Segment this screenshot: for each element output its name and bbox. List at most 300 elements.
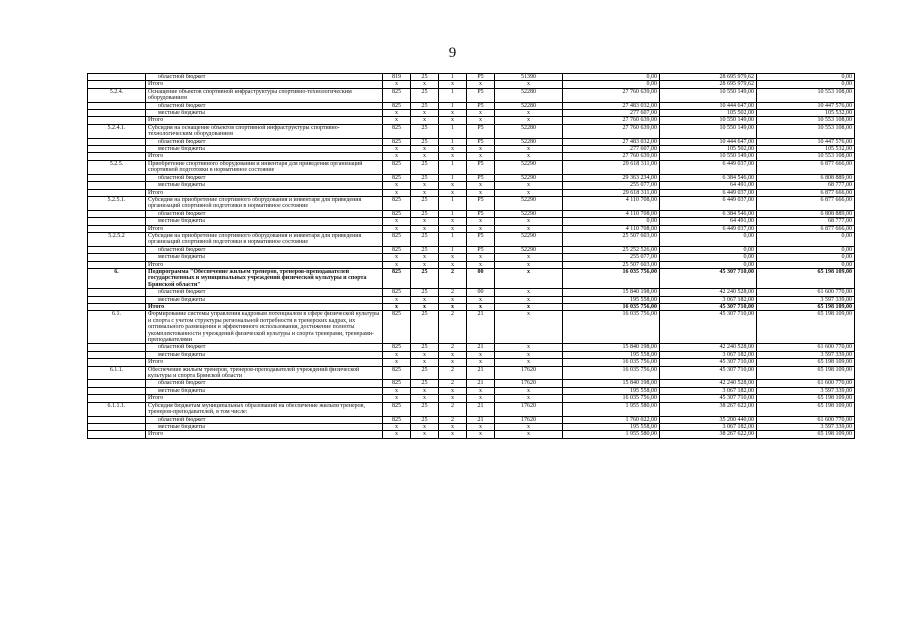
cell-year-2: 6 449 037,00 xyxy=(660,225,757,232)
cell-year-3: 10 447 576,00 xyxy=(757,102,855,109)
cell-number: 5.2.5. xyxy=(88,160,146,174)
cell-name: Итого xyxy=(146,395,383,402)
cell-name: областной бюджет xyxy=(146,416,383,423)
cell-year-2: 10 550 149,00 xyxy=(660,117,757,124)
cell-name: областной бюджет xyxy=(146,210,383,217)
cell-year-3: 6 877 666,00 xyxy=(757,225,855,232)
cell-code-subprogram: x xyxy=(439,81,467,88)
cell-code-event: x xyxy=(467,387,495,394)
cell-code-direction: x xyxy=(495,225,563,232)
cell-year-3: 61 600 770,00 xyxy=(757,344,855,351)
cell-year-2: 0,00 xyxy=(660,232,757,246)
cell-code-subprogram: x xyxy=(439,387,467,394)
cell-code-event: P5 xyxy=(467,102,495,109)
cell-code-event: P5 xyxy=(467,210,495,217)
table-row xyxy=(88,218,855,225)
table-row xyxy=(88,210,855,217)
table-row xyxy=(88,124,855,138)
cell-number xyxy=(88,74,146,81)
cell-name: областной бюджет xyxy=(146,380,383,387)
cell-year-1: 0,00 xyxy=(563,218,660,225)
cell-year-3: 3 597 339,00 xyxy=(757,351,855,358)
cell-code-program: 25 xyxy=(411,138,439,145)
cell-name: Обеспечение жильем тренеров, тренеров-преподавателей учреждений физической культуры и спорта Брянской области xyxy=(146,366,383,380)
cell-number xyxy=(88,423,146,430)
cell-code-direction: x xyxy=(495,359,563,366)
cell-year-3: 6 808 889,00 xyxy=(757,174,855,181)
cell-code-admin: x xyxy=(383,387,411,394)
cell-code-event: x xyxy=(467,146,495,153)
cell-year-3: 61 600 770,00 xyxy=(757,416,855,423)
cell-year-3: 61 600 770,00 xyxy=(757,380,855,387)
cell-code-admin: x xyxy=(383,189,411,196)
cell-year-3: 6 877 666,00 xyxy=(757,160,855,174)
cell-code-subprogram: x xyxy=(439,431,467,438)
cell-number xyxy=(88,102,146,109)
cell-code-admin: x xyxy=(383,153,411,160)
table-row xyxy=(88,380,855,387)
cell-code-program: 25 xyxy=(411,174,439,181)
table-row xyxy=(88,225,855,232)
cell-code-subprogram: x xyxy=(439,359,467,366)
cell-code-direction: 51390 xyxy=(495,74,563,81)
cell-year-1: 195 558,00 xyxy=(563,296,660,303)
cell-code-direction: x xyxy=(495,304,563,311)
cell-code-program: 25 xyxy=(411,402,439,416)
cell-code-event: x xyxy=(467,110,495,117)
cell-code-direction: 52290 xyxy=(495,232,563,246)
cell-year-1: 1 955 580,00 xyxy=(563,431,660,438)
cell-name: областной бюджет xyxy=(146,344,383,351)
cell-code-subprogram: x xyxy=(439,296,467,303)
cell-code-subprogram: x xyxy=(439,146,467,153)
cell-code-event: 21 xyxy=(467,402,495,416)
cell-year-1: 16 035 756,00 xyxy=(563,311,660,344)
cell-year-3: 68 777,00 xyxy=(757,182,855,189)
cell-code-admin: x xyxy=(383,146,411,153)
cell-code-direction: x xyxy=(495,423,563,430)
cell-number xyxy=(88,380,146,387)
cell-number xyxy=(88,296,146,303)
cell-code-admin: 825 xyxy=(383,311,411,344)
cell-name: областной бюджет xyxy=(146,289,383,296)
cell-name: Итого xyxy=(146,431,383,438)
cell-year-3: 65 198 109,00 xyxy=(757,268,855,288)
cell-code-subprogram: 1 xyxy=(439,124,467,138)
cell-year-2: 105 502,00 xyxy=(660,110,757,117)
cell-year-2: 6 384 546,00 xyxy=(660,174,757,181)
cell-code-event: x xyxy=(467,153,495,160)
cell-year-1: 25 252 526,00 xyxy=(563,246,660,253)
cell-code-subprogram: 1 xyxy=(439,232,467,246)
cell-year-3: 0,00 xyxy=(757,232,855,246)
cell-year-3: 10 553 108,00 xyxy=(757,124,855,138)
cell-code-program: 25 xyxy=(411,268,439,288)
cell-year-2: 0,00 xyxy=(660,246,757,253)
table-row xyxy=(88,304,855,311)
cell-number xyxy=(88,117,146,124)
cell-code-event: P5 xyxy=(467,232,495,246)
table-row xyxy=(88,351,855,358)
cell-code-program: 25 xyxy=(411,311,439,344)
cell-code-program: 25 xyxy=(411,344,439,351)
table-row xyxy=(88,296,855,303)
cell-year-1: 4 110 708,00 xyxy=(563,196,660,210)
cell-code-direction: 52290 xyxy=(495,160,563,174)
table-row xyxy=(88,366,855,380)
cell-code-admin: x xyxy=(383,395,411,402)
cell-year-1: 4 110 708,00 xyxy=(563,225,660,232)
cell-code-admin: x xyxy=(383,117,411,124)
table-row xyxy=(88,261,855,268)
cell-year-1: 15 840 198,00 xyxy=(563,289,660,296)
cell-code-subprogram: x xyxy=(439,254,467,261)
cell-code-event: x xyxy=(467,189,495,196)
cell-code-program: x xyxy=(411,225,439,232)
cell-year-3: 65 198 109,00 xyxy=(757,395,855,402)
cell-year-1: 195 558,00 xyxy=(563,351,660,358)
cell-year-2: 10 550 149,00 xyxy=(660,88,757,102)
table-row xyxy=(88,395,855,402)
cell-number xyxy=(88,225,146,232)
table-row xyxy=(88,246,855,253)
cell-code-direction: 52290 xyxy=(495,174,563,181)
cell-code-program: x xyxy=(411,296,439,303)
cell-year-1: 16 035 756,00 xyxy=(563,395,660,402)
cell-code-event: 00 xyxy=(467,289,495,296)
cell-year-2: 45 307 710,00 xyxy=(660,359,757,366)
cell-code-direction: x xyxy=(495,431,563,438)
cell-year-3: 0,00 xyxy=(757,261,855,268)
table-row xyxy=(88,153,855,160)
cell-year-2: 42 240 528,00 xyxy=(660,380,757,387)
cell-code-direction: x xyxy=(495,261,563,268)
cell-year-3: 0,00 xyxy=(757,74,855,81)
cell-code-event: x xyxy=(467,225,495,232)
cell-year-1: 16 035 756,00 xyxy=(563,304,660,311)
cell-code-program: x xyxy=(411,387,439,394)
cell-code-event: P5 xyxy=(467,74,495,81)
cell-name: Итого xyxy=(146,189,383,196)
cell-year-1: 4 110 708,00 xyxy=(563,210,660,217)
cell-name: Субсидия на приобретение спортивного оборудования и инвентаря для приведения организаций спортивной подготовки в нормативное состояние xyxy=(146,196,383,210)
table-row xyxy=(88,232,855,246)
cell-code-admin: x xyxy=(383,304,411,311)
cell-name: Субсидия на приобретение спортивного оборудования и инвентаря для приведения организаций спортивной подготовки в нормативное состояние xyxy=(146,232,383,246)
cell-year-1: 25 507 603,00 xyxy=(563,232,660,246)
table-row xyxy=(88,423,855,430)
cell-code-program: x xyxy=(411,431,439,438)
cell-code-program: 25 xyxy=(411,74,439,81)
cell-code-direction: x xyxy=(495,387,563,394)
cell-year-1: 29 363 234,00 xyxy=(563,174,660,181)
cell-code-direction: x xyxy=(495,254,563,261)
cell-code-event: 21 xyxy=(467,311,495,344)
cell-code-program: 25 xyxy=(411,160,439,174)
cell-code-direction: x xyxy=(495,81,563,88)
cell-code-direction: 52290 xyxy=(495,210,563,217)
cell-code-direction: x xyxy=(495,153,563,160)
table-row xyxy=(88,196,855,210)
cell-year-2: 64 491,00 xyxy=(660,218,757,225)
table-row xyxy=(88,117,855,124)
cell-name: Субсидия на оснащение объектов спортивной инфраструктуры спортивно-технологическим оборудованием xyxy=(146,124,383,138)
cell-number: 6.1. xyxy=(88,311,146,344)
cell-year-2: 42 240 528,00 xyxy=(660,344,757,351)
cell-code-event: x xyxy=(467,431,495,438)
cell-number xyxy=(88,304,146,311)
table-row xyxy=(88,402,855,416)
cell-year-2: 3 067 182,00 xyxy=(660,423,757,430)
cell-code-program: x xyxy=(411,261,439,268)
table-row xyxy=(88,138,855,145)
table-row xyxy=(88,110,855,117)
cell-code-admin: 825 xyxy=(383,246,411,253)
cell-year-2: 45 307 710,00 xyxy=(660,304,757,311)
cell-code-subprogram: 1 xyxy=(439,196,467,210)
budget-table xyxy=(87,73,855,439)
cell-year-3: 10 447 576,00 xyxy=(757,138,855,145)
cell-code-admin: x xyxy=(383,81,411,88)
table-row xyxy=(88,387,855,394)
cell-code-event: 21 xyxy=(467,416,495,423)
cell-code-program: 25 xyxy=(411,88,439,102)
cell-code-direction: 17620 xyxy=(495,402,563,416)
cell-year-2: 10 444 647,00 xyxy=(660,102,757,109)
cell-name: Итого xyxy=(146,225,383,232)
cell-code-admin: 825 xyxy=(383,210,411,217)
table-row xyxy=(88,289,855,296)
cell-code-direction: x xyxy=(495,117,563,124)
cell-year-1: 27 760 639,00 xyxy=(563,124,660,138)
cell-year-2: 105 502,00 xyxy=(660,146,757,153)
cell-number xyxy=(88,289,146,296)
cell-code-program: x xyxy=(411,304,439,311)
table-row xyxy=(88,74,855,81)
cell-year-3: 65 198 109,00 xyxy=(757,366,855,380)
cell-year-2: 38 267 622,00 xyxy=(660,431,757,438)
cell-name: местные бюджеты xyxy=(146,110,383,117)
cell-year-3: 0,00 xyxy=(757,254,855,261)
cell-year-3: 10 553 108,00 xyxy=(757,153,855,160)
cell-code-admin: 819 xyxy=(383,74,411,81)
cell-year-1: 16 035 756,00 xyxy=(563,366,660,380)
cell-code-admin: x xyxy=(383,261,411,268)
cell-year-3: 65 198 109,00 xyxy=(757,311,855,344)
table-row xyxy=(88,160,855,174)
cell-year-3: 65 198 109,00 xyxy=(757,304,855,311)
cell-name: местные бюджеты xyxy=(146,254,383,261)
cell-year-1: 255 077,00 xyxy=(563,254,660,261)
cell-code-subprogram: x xyxy=(439,182,467,189)
cell-name: Итого xyxy=(146,261,383,268)
cell-number: 5.2.5.2 xyxy=(88,232,146,246)
cell-code-direction: x xyxy=(495,182,563,189)
cell-code-program: 25 xyxy=(411,380,439,387)
cell-name: Оснащение объектов спортивной инфраструктуры спортивно-технологическим оборудованием xyxy=(146,88,383,102)
cell-code-subprogram: 1 xyxy=(439,138,467,145)
table-row xyxy=(88,431,855,438)
cell-code-program: 25 xyxy=(411,416,439,423)
cell-number xyxy=(88,210,146,217)
cell-code-admin: 825 xyxy=(383,416,411,423)
cell-code-program: 25 xyxy=(411,210,439,217)
cell-code-subprogram: x xyxy=(439,225,467,232)
cell-year-1: 16 035 756,00 xyxy=(563,359,660,366)
cell-code-admin: 825 xyxy=(383,344,411,351)
cell-year-3: 6 808 889,00 xyxy=(757,210,855,217)
cell-code-direction: 52280 xyxy=(495,124,563,138)
cell-name: Приобретение спортивного оборудования и инвентаря для приведения организаций спортивной подготовки в нормативное состояние xyxy=(146,160,383,174)
cell-code-direction: 52290 xyxy=(495,196,563,210)
cell-code-direction: x xyxy=(495,268,563,288)
cell-code-admin: 825 xyxy=(383,102,411,109)
cell-year-2: 10 444 647,00 xyxy=(660,138,757,145)
cell-year-2: 0,00 xyxy=(660,254,757,261)
cell-number xyxy=(88,261,146,268)
cell-year-2: 6 449 037,00 xyxy=(660,160,757,174)
cell-code-subprogram: 1 xyxy=(439,88,467,102)
cell-code-program: x xyxy=(411,423,439,430)
cell-number xyxy=(88,110,146,117)
cell-code-admin: 825 xyxy=(383,232,411,246)
cell-number xyxy=(88,182,146,189)
cell-code-admin: 825 xyxy=(383,380,411,387)
cell-year-2: 28 695 979,62 xyxy=(660,74,757,81)
cell-code-event: x xyxy=(467,117,495,124)
cell-code-program: x xyxy=(411,359,439,366)
cell-number xyxy=(88,138,146,145)
cell-number xyxy=(88,416,146,423)
cell-code-admin: 825 xyxy=(383,402,411,416)
cell-number xyxy=(88,81,146,88)
cell-name: Итого xyxy=(146,153,383,160)
cell-code-direction: x xyxy=(495,395,563,402)
cell-code-event: P5 xyxy=(467,246,495,253)
cell-code-subprogram: 2 xyxy=(439,311,467,344)
cell-code-event: x xyxy=(467,359,495,366)
cell-name: Итого xyxy=(146,81,383,88)
cell-name: Формирование системы управления кадровым потенциалом в сфере физической культуры и спорта с учетом структуры региональной потребности в тренерских кадрах, их оптимального размещения и эффективного использования, достижение полноты укомплектованности учреждений физической культуры и спорта тренерами, тренерами-преподавателями xyxy=(146,311,383,344)
cell-number xyxy=(88,246,146,253)
cell-year-3: 0,00 xyxy=(757,81,855,88)
cell-year-1: 195 558,00 xyxy=(563,423,660,430)
cell-year-3: 65 198 109,00 xyxy=(757,402,855,416)
cell-code-subprogram: 1 xyxy=(439,210,467,217)
cell-code-admin: x xyxy=(383,431,411,438)
cell-code-admin: 825 xyxy=(383,124,411,138)
cell-year-1: 29 618 311,00 xyxy=(563,189,660,196)
cell-code-program: 25 xyxy=(411,366,439,380)
cell-code-subprogram: x xyxy=(439,423,467,430)
cell-year-2: 35 200 440,00 xyxy=(660,416,757,423)
cell-code-event: x xyxy=(467,296,495,303)
cell-year-1: 15 840 198,00 xyxy=(563,380,660,387)
cell-code-subprogram: x xyxy=(439,351,467,358)
cell-year-1: 277 607,00 xyxy=(563,146,660,153)
cell-code-event: x xyxy=(467,218,495,225)
cell-name: Итого xyxy=(146,304,383,311)
cell-code-event: x xyxy=(467,395,495,402)
cell-year-2: 45 307 710,00 xyxy=(660,311,757,344)
table-row xyxy=(88,81,855,88)
table-row xyxy=(88,254,855,261)
cell-code-subprogram: x xyxy=(439,395,467,402)
cell-year-2: 6 384 546,00 xyxy=(660,210,757,217)
cell-number xyxy=(88,254,146,261)
cell-year-1: 27 483 032,00 xyxy=(563,102,660,109)
table-row xyxy=(88,102,855,109)
cell-code-program: x xyxy=(411,189,439,196)
cell-code-subprogram: 1 xyxy=(439,246,467,253)
cell-year-1: 255 077,00 xyxy=(563,182,660,189)
cell-year-3: 0,00 xyxy=(757,246,855,253)
cell-code-admin: 825 xyxy=(383,138,411,145)
cell-code-event: x xyxy=(467,351,495,358)
cell-name: Итого xyxy=(146,117,383,124)
cell-year-2: 0,00 xyxy=(660,261,757,268)
cell-code-admin: x xyxy=(383,110,411,117)
page-number: 9 xyxy=(448,45,457,61)
cell-code-direction: 52280 xyxy=(495,102,563,109)
cell-code-event: x xyxy=(467,423,495,430)
cell-number xyxy=(88,344,146,351)
cell-code-program: 25 xyxy=(411,196,439,210)
cell-name: местные бюджеты xyxy=(146,146,383,153)
cell-number xyxy=(88,387,146,394)
cell-year-3: 10 553 108,00 xyxy=(757,88,855,102)
cell-year-1: 27 760 639,00 xyxy=(563,117,660,124)
cell-number xyxy=(88,218,146,225)
cell-year-3: 65 198 109,00 xyxy=(757,431,855,438)
cell-code-admin: 825 xyxy=(383,289,411,296)
table-row xyxy=(88,182,855,189)
cell-code-admin: x xyxy=(383,182,411,189)
cell-name: областной бюджет xyxy=(146,246,383,253)
cell-name: Итого xyxy=(146,359,383,366)
cell-code-admin: 825 xyxy=(383,366,411,380)
cell-number xyxy=(88,431,146,438)
cell-code-subprogram: 2 xyxy=(439,380,467,387)
cell-year-3: 61 600 770,00 xyxy=(757,289,855,296)
cell-number xyxy=(88,395,146,402)
cell-year-1: 25 507 603,00 xyxy=(563,261,660,268)
cell-code-admin: 825 xyxy=(383,88,411,102)
cell-name: областной бюджет xyxy=(146,174,383,181)
cell-name: областной бюджет xyxy=(146,102,383,109)
cell-code-event: P5 xyxy=(467,124,495,138)
cell-year-3: 3 597 339,00 xyxy=(757,387,855,394)
cell-code-direction: x xyxy=(495,296,563,303)
cell-year-3: 105 532,00 xyxy=(757,146,855,153)
table-row xyxy=(88,146,855,153)
cell-code-program: x xyxy=(411,146,439,153)
cell-code-direction: x xyxy=(495,146,563,153)
cell-code-admin: 825 xyxy=(383,160,411,174)
table-row xyxy=(88,174,855,181)
cell-year-2: 28 695 979,62 xyxy=(660,81,757,88)
cell-year-2: 38 267 622,00 xyxy=(660,402,757,416)
cell-code-program: 25 xyxy=(411,232,439,246)
table-row xyxy=(88,416,855,423)
cell-number xyxy=(88,189,146,196)
cell-code-program: 25 xyxy=(411,289,439,296)
cell-code-event: P5 xyxy=(467,160,495,174)
cell-year-1: 27 760 639,00 xyxy=(563,153,660,160)
cell-code-direction: 52290 xyxy=(495,246,563,253)
cell-year-3: 6 877 666,00 xyxy=(757,196,855,210)
cell-code-admin: 825 xyxy=(383,174,411,181)
